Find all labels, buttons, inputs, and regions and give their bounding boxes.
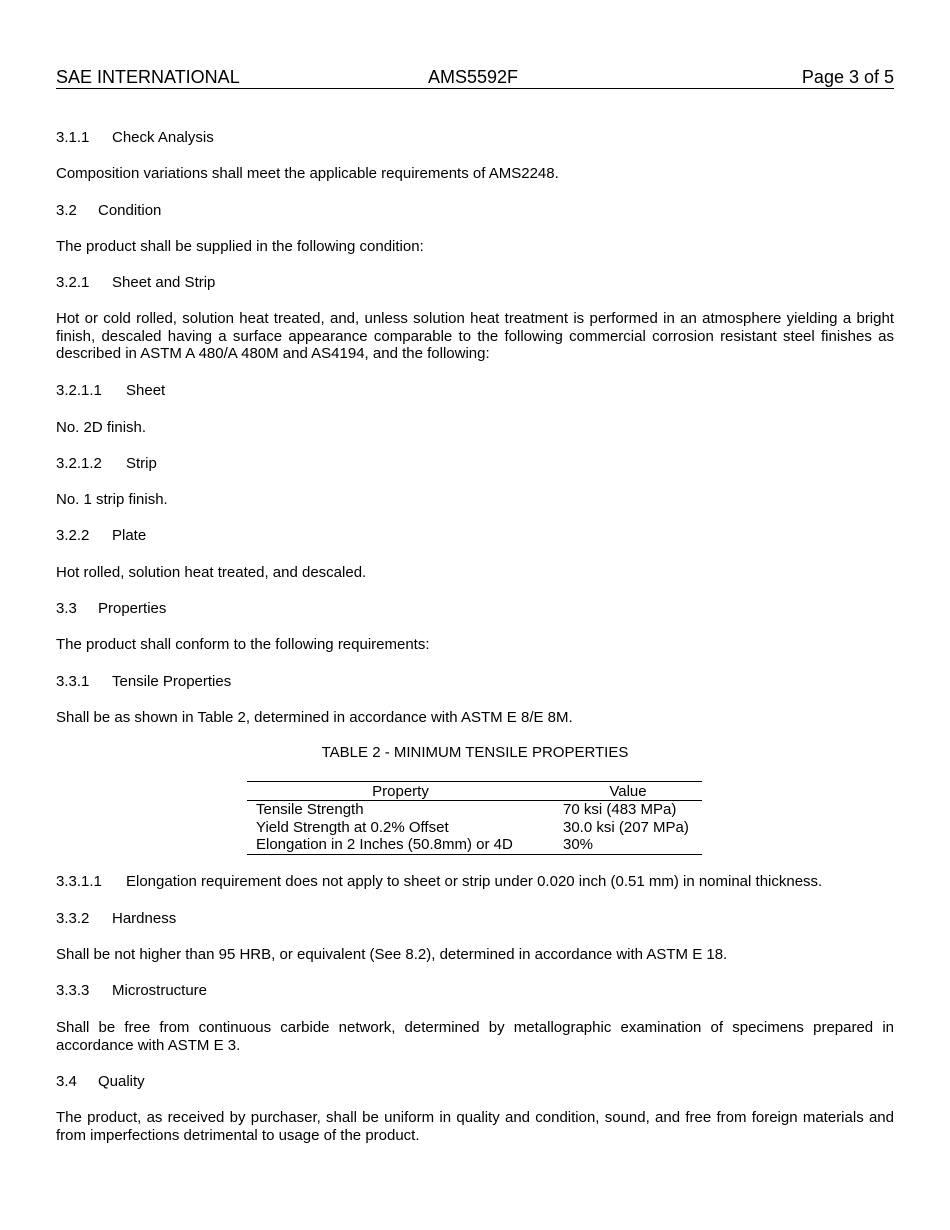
table-header-row (247, 782, 702, 801)
header-document-number: AMS5592F (428, 67, 519, 87)
section-number: 3.2.2 (56, 527, 90, 544)
header-page-number: Page 3 of 5 (801, 67, 894, 87)
section-heading-3-3-3 (56, 982, 894, 999)
section-heading-3-3 (56, 600, 894, 617)
section-heading-3-4 (56, 1073, 894, 1090)
tensile-properties-table (247, 781, 702, 855)
page-header (56, 66, 894, 89)
section-heading-3-2-1-2 (56, 455, 894, 472)
section-heading-3-3-1 (56, 673, 894, 690)
section-title: Condition (98, 202, 162, 219)
table-cell-property: Elongation in 2 Inches (50.8mm) or 4D (247, 836, 554, 854)
section-heading-3-2-1-1 (56, 382, 894, 399)
section-number: 3.3.3 (56, 982, 90, 999)
section-number: 3.3 (56, 600, 77, 617)
table-cell-value: 70 ksi (483 MPa) (563, 801, 677, 818)
section-heading-3-3-2 (56, 910, 894, 927)
paragraph-3-2-1-2: No. 1 strip finish. (56, 491, 168, 508)
table-row (247, 836, 702, 854)
section-number: 3.3.1.1 (56, 873, 102, 890)
table-header-property: Property (247, 782, 554, 801)
paragraph-3-2: The product shall be supplied in the following condition: (56, 238, 424, 255)
section-heading-3-3-1-1 (56, 873, 894, 890)
header-organization: SAE INTERNATIONAL (56, 67, 240, 87)
section-number: 3.4 (56, 1073, 77, 1090)
table-row (247, 819, 702, 837)
section-number: 3.2 (56, 202, 77, 219)
paragraph-3-2-2: Hot rolled, solution heat treated, and descaled. (56, 564, 367, 581)
section-title: Check Analysis (112, 129, 214, 146)
section-title: Sheet (126, 382, 166, 399)
paragraph-3-1-1: Composition variations shall meet the applicable requirements of AMS2248. (56, 165, 559, 182)
table-row (247, 801, 702, 819)
section-number: 3.2.1.2 (56, 455, 102, 472)
section-title: Microstructure (112, 982, 208, 999)
section-title: Strip (126, 455, 157, 472)
section-number: 3.3.1 (56, 673, 90, 690)
section-number: 3.2.1 (56, 274, 90, 291)
section-title: Properties (98, 600, 167, 617)
paragraph-3-3-1: Shall be as shown in Table 2, determined in accordance with ASTM E 8/E 8M. (56, 709, 573, 726)
section-heading-3-2 (56, 202, 894, 219)
section-title: Hardness (112, 910, 177, 927)
section-number: 3.3.2 (56, 910, 90, 927)
table-cell-value: 30% (554, 836, 702, 854)
section-number: 3.1.1 (56, 129, 90, 146)
section-title: Sheet and Strip (112, 274, 216, 291)
paragraph-3-3-2: Shall be not higher than 95 HRB, or equivalent (See 8.2), determined in accordance with ASTM E 18. (56, 946, 728, 963)
section-title: Quality (98, 1073, 145, 1090)
paragraph-3-3: The product shall conform to the following requirements: (56, 636, 430, 653)
table-2-caption: TABLE 2 - MINIMUM TENSILE PROPERTIES (321, 744, 629, 761)
section-heading-3-2-2 (56, 527, 894, 544)
section-title: Tensile Properties (112, 673, 232, 690)
section-number: 3.2.1.1 (56, 382, 102, 399)
table-cell-value: 30.0 ksi (207 MPa) (563, 818, 689, 836)
section-heading-3-2-1 (56, 274, 894, 291)
paragraph-3-3-3: Shall be free from continuous carbide network, determined by metallographic examination of specimens prepared in accordance with ASTM E 3. (56, 1019, 894, 1054)
table-header-value: Value (554, 782, 702, 801)
table-cell-property: Tensile Strength (256, 801, 364, 818)
paragraph-3-2-1-1: No. 2D finish. (56, 419, 147, 436)
section-title: Plate (112, 527, 147, 544)
table-cell-property: Yield Strength at 0.2% Offset (256, 818, 449, 836)
paragraph-3-2-1: Hot or cold rolled, solution heat treated, and, unless solution heat treatment is performed in an atmosphere yielding a bright finish, descaled having a surface appearance comparable to the following commercial corrosion resistant steel finishes as described in ASTM A 480/A 480M and AS4194, and the following: (56, 310, 894, 362)
section-title: Elongation requirement does not apply to sheet or strip under 0.020 inch (0.51 mm) in nominal thickness. (126, 873, 823, 890)
section-heading-3-1-1 (56, 129, 894, 146)
paragraph-3-4: The product, as received by purchaser, shall be uniform in quality and condition, sound, and free from foreign materials and from imperfections detrimental to usage of the product. (56, 1109, 894, 1144)
